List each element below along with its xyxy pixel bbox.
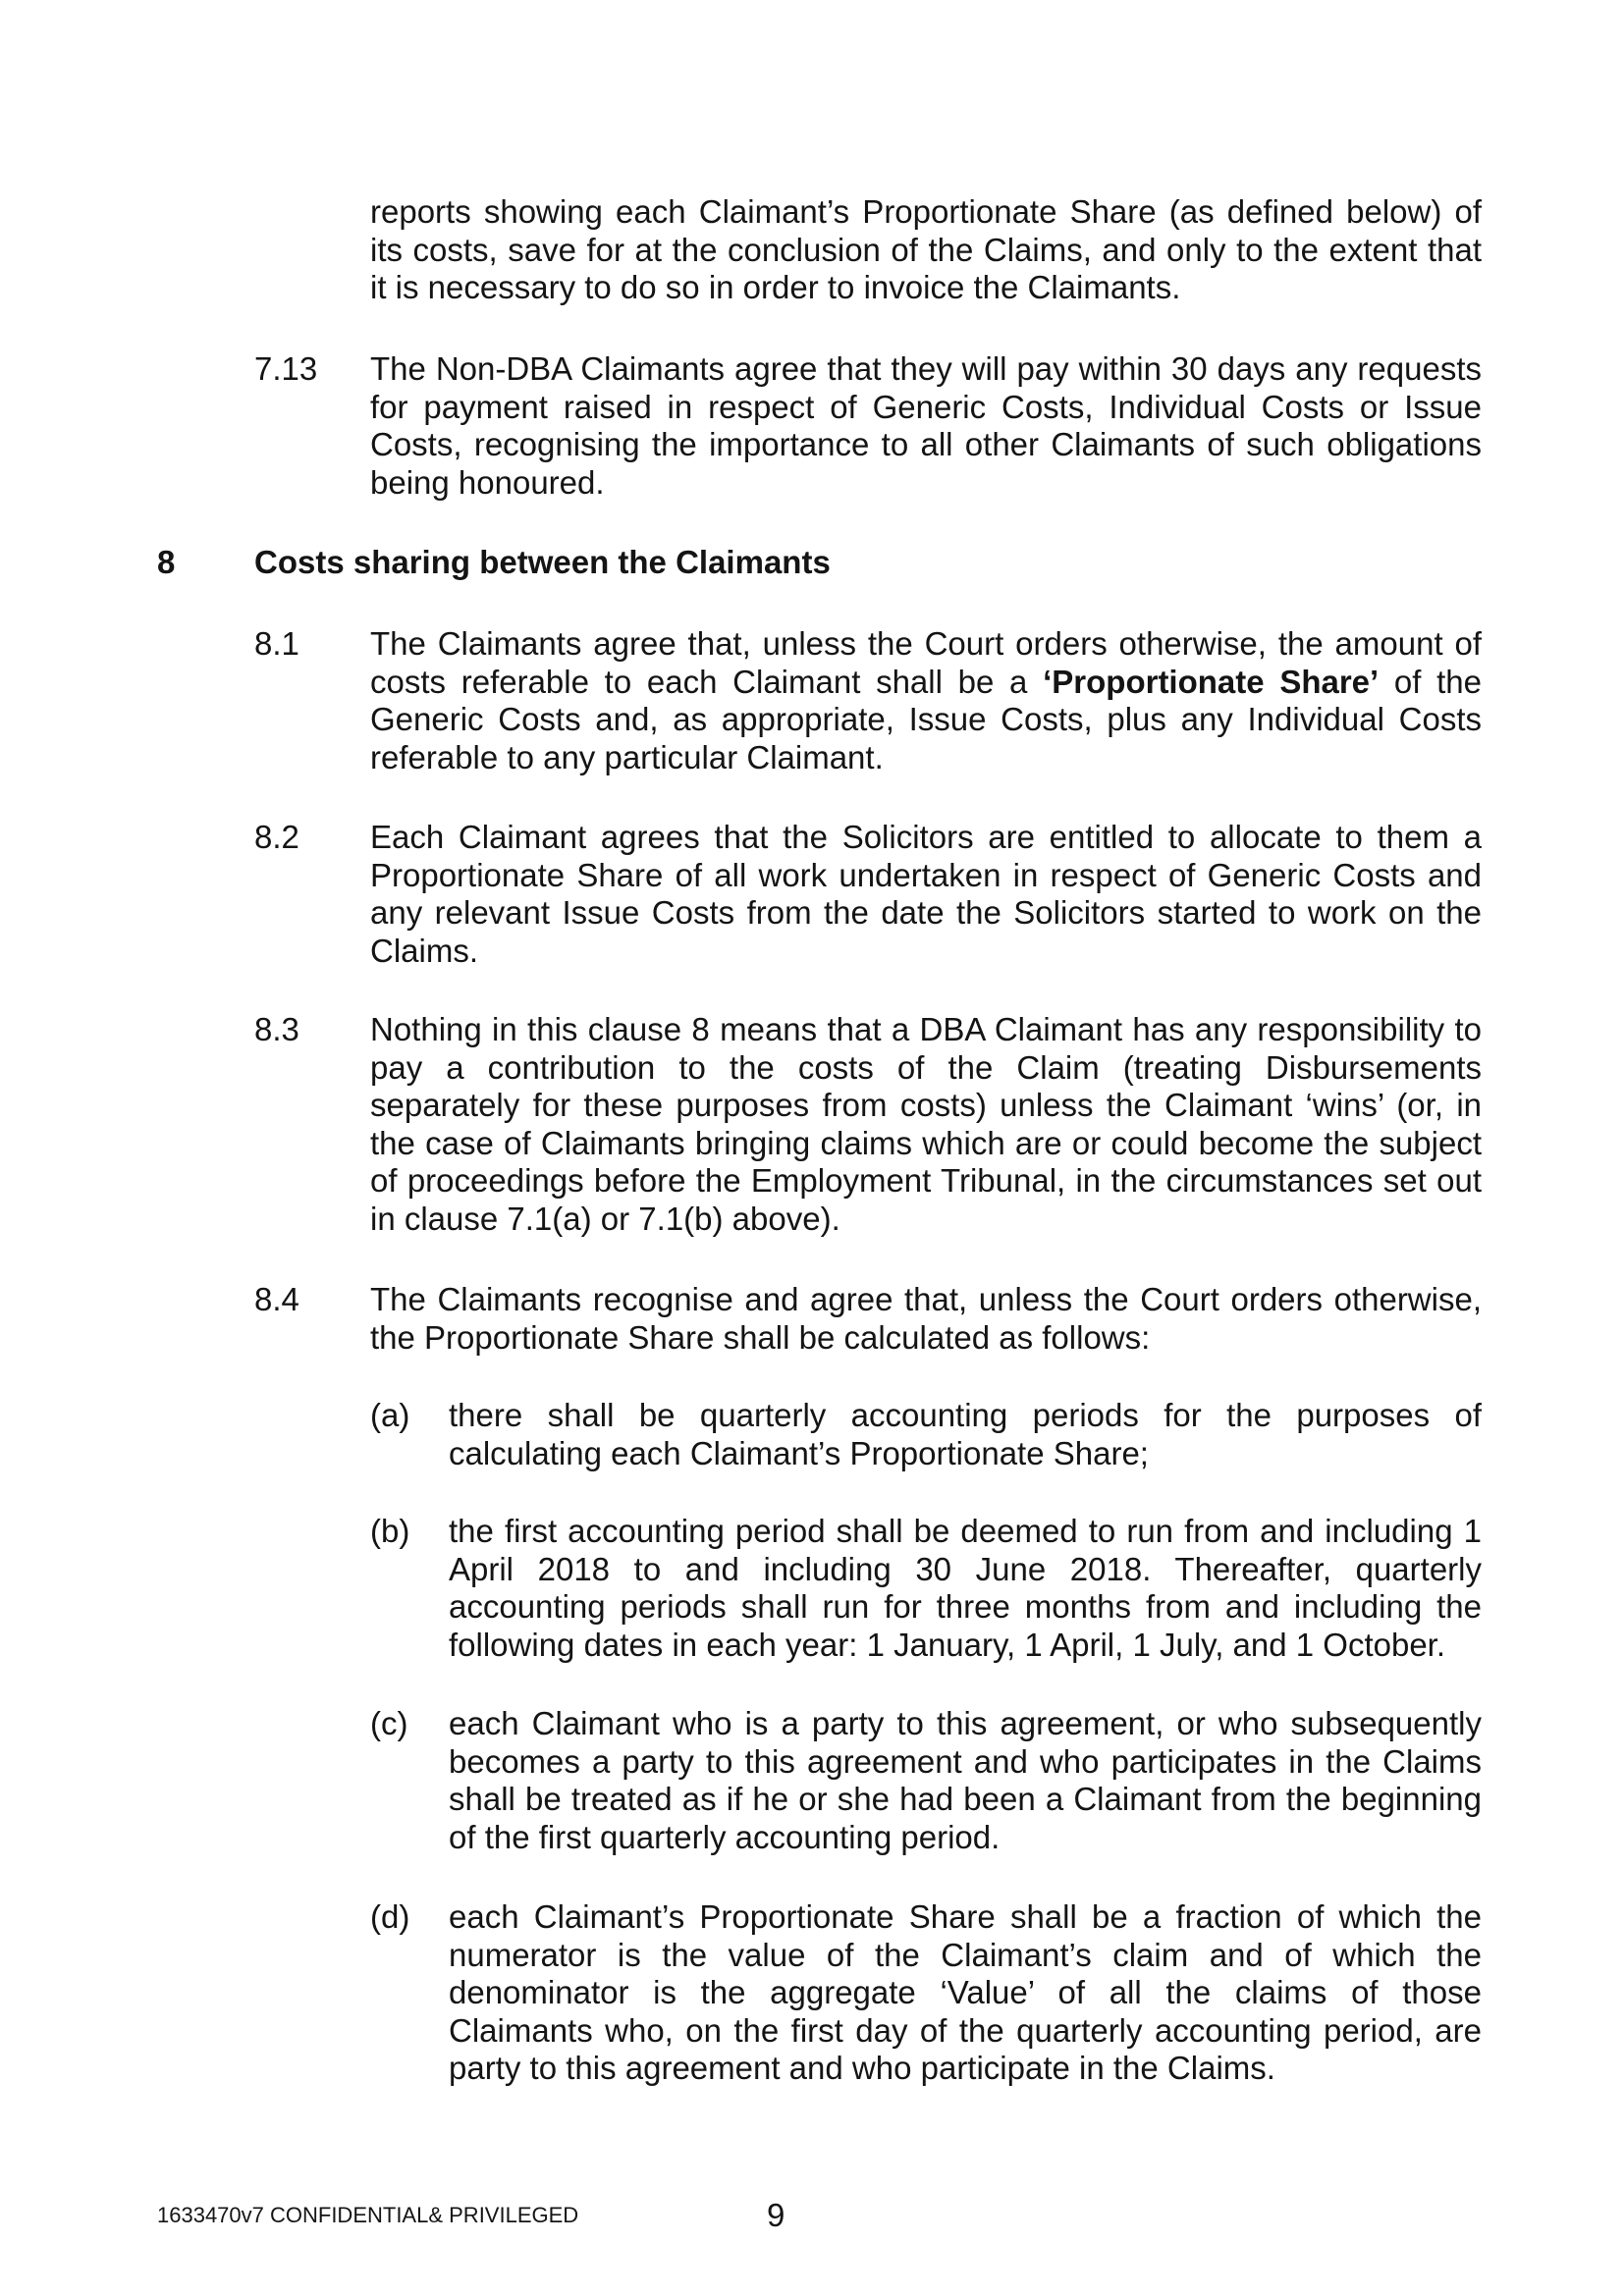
clause-8-2-number: 8.2	[254, 819, 299, 855]
sub-item-text: each Claimant who is a party to this agreement, or who subsequently becomes a party to this agreement and who participates in the Claims shall be treated as if he or she had been a Claimant from the beginning of the first quarterly accounting period.	[449, 1705, 1482, 1855]
page-number: 9	[767, 2197, 785, 2233]
clause-8-1-number: 8.1	[254, 625, 299, 662]
clause-8-1-text-before: The Claimants agree that, unless the Court orders otherwise, the amount of costs referable to each Claimant shall be a	[370, 625, 1482, 700]
sub-item-text: each Claimant’s Proportionate Share shall be a fraction of which the numerator is the value of the Claimant’s claim and of which the denominator is the aggregate ‘Value’ of all the claims of those Claimants who, on the first day of the quarterly accounting period, are party to this agreement and who participate in the Claims.	[449, 1898, 1482, 2086]
clause-8-2-text: Each Claimant agrees that the Solicitors are entitled to allocate to them a Proportionate Share of all work undertaken in respect of Generic Costs and any relevant Issue Costs from the date the Solicitors started to work on the Claims.	[370, 819, 1482, 969]
sub-item-text: there shall be quarterly accounting periods for the purposes of calculating each Claimant’s Proportionate Share;	[449, 1397, 1482, 1471]
sub-item-label: (c)	[370, 1705, 408, 1741]
sub-item-label: (b)	[370, 1513, 410, 1549]
clause-8-heading: Costs sharing between the Claimants	[254, 544, 831, 580]
clause-8-4-text: The Claimants recognise and agree that, unless the Court orders otherwise, the Proportionate Share shall be calculated as follows:	[370, 1281, 1482, 1356]
sub-item-label: (a)	[370, 1397, 410, 1433]
footer-document-reference: 1633470v7 CONFIDENTIAL& PRIVILEGED	[157, 2203, 579, 2227]
clause-8-1-text-after: of the Generic Costs and, as appropriate, Issue Costs, plus any Individual Costs referable to any particular Claimant.	[370, 663, 1483, 775]
clause-7-13-number: 7.13	[254, 350, 318, 387]
clause-8-4-number: 8.4	[254, 1281, 299, 1317]
sub-item-text: the first accounting period shall be deemed to run from and including 1 April 2018 to and including 30 June 2018. Thereafter, quarterly accounting periods shall run for three months from and including the following dates in each year: 1 January, 1 April, 1 July, and 1 October.	[449, 1513, 1482, 1663]
clause-8-number: 8	[157, 544, 176, 580]
clause-7-13-text: The Non-DBA Claimants agree that they will pay within 30 days any requests for payment raised in respect of Generic Costs, Individual Costs or Issue Costs, recognising the importance to all other Claimants of such obligations being honoured.	[370, 350, 1482, 501]
clause-8-3-number: 8.3	[254, 1011, 299, 1047]
clause-8-1-text	[370, 625, 1482, 776]
clause-8-3-text: Nothing in this clause 8 means that a DBA Claimant has any responsibility to pay a contribution to the costs of the Claim (treating Disbursements separately for these purposes from costs) unless the Claimant ‘wins’ (or, in the case of Claimants bringing claims which are or could become the subject of proceedings before the Employment Tribunal, in the circumstances set out in clause 7.1(a) or 7.1(b) above).	[370, 1011, 1482, 1237]
clause-7-continuation-text: reports showing each Claimant’s Proportionate Share (as defined below) of its costs, save for at the conclusion of the Claims, and only to the extent that it is necessary to do so in order to invoice the Claimants.	[370, 193, 1482, 305]
sub-item-label: (d)	[370, 1898, 410, 1935]
defined-term-proportionate-share: ‘Proportionate Share’	[1043, 663, 1380, 700]
